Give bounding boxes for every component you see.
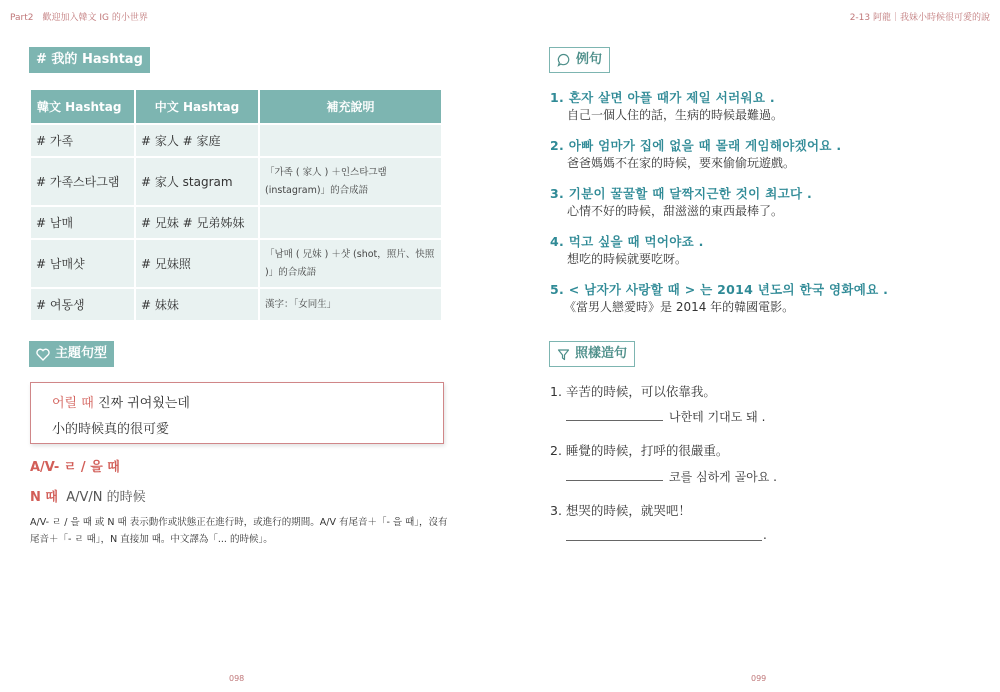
- theme-kr-rest: 진짜 귀여웠는데: [97, 396, 190, 411]
- answer-blank[interactable]: [566, 420, 663, 421]
- example-zh: 心情不好的時候，甜滋滋的東西最棒了。: [567, 204, 784, 218]
- hashtag-title: [29, 47, 150, 73]
- heart-icon: [36, 348, 50, 361]
- cell-kr: # 남매: [31, 207, 134, 238]
- example-kr: 2. 아빠 엄마가 집에 없을 때 몰래 게임해야겠어요 .: [550, 138, 842, 153]
- cell-kr: # 남매샷: [31, 240, 134, 287]
- examples-title-text: 例句: [576, 52, 603, 67]
- cell-kr: # 가족스타그램: [31, 158, 134, 205]
- table-row: [31, 240, 441, 287]
- example-zh: 想吃的時候就要吃呀。: [567, 252, 688, 266]
- theme-sentence-box: [30, 382, 444, 444]
- header-left: Part2 歡迎加入韓文 IG 的小世界: [10, 13, 148, 23]
- theme-title: [29, 341, 114, 367]
- practice-title: [549, 341, 635, 367]
- col-header-kr: 韓文 Hashtag: [31, 90, 134, 123]
- table-row: [31, 207, 441, 238]
- practice-question: 3. 想哭的時候，就哭吧！: [550, 503, 691, 518]
- practice-tail: .: [763, 528, 767, 542]
- page-number-right: 099: [751, 674, 767, 683]
- table-row: [31, 125, 441, 156]
- grammar-pattern-2: [30, 486, 146, 505]
- grammar-pattern-2-zh: A/V/N 的時候: [66, 490, 146, 505]
- header-right: 2-13 阿龍｜我妹小時候很可愛的說: [849, 13, 990, 23]
- col-header-zh: 中文 Hashtag: [136, 90, 258, 123]
- example-kr: 5. < 남자가 사랑할 때 > 는 2014 년도의 한국 영화예요 .: [550, 282, 889, 297]
- answer-blank[interactable]: [566, 540, 762, 541]
- practice-tail: 코를 심하게 골아요 .: [669, 470, 777, 484]
- practice-tail: 나한테 기대도 돼 .: [669, 410, 766, 424]
- theme-sentence-zh: 小的時候真的很可愛: [52, 422, 170, 437]
- cell-note: [260, 207, 441, 238]
- col-header-note: 補充說明: [260, 90, 441, 123]
- table-row: [31, 289, 441, 320]
- cell-zh: # 妹妹: [136, 289, 258, 320]
- practice-title-text: 照樣造句: [575, 346, 628, 361]
- example-kr: 4. 먹고 싶을 때 먹어야죠 .: [550, 234, 704, 249]
- speech-bubble-icon: [557, 53, 571, 67]
- pencil-icon: [557, 348, 570, 361]
- cell-kr: # 여동생: [31, 289, 134, 320]
- example-zh: 爸爸媽媽不在家的時候，要來偷偷玩遊戲。: [567, 156, 796, 170]
- example-kr: 1. 혼자 살면 아플 때가 제일 서러워요 .: [550, 90, 775, 105]
- example-zh: 自己一個人住的話，生病的時候最難過。: [567, 108, 784, 122]
- cell-note: 漢字：「女同生」: [260, 289, 441, 320]
- example-zh: 《當男人戀愛時》是 2014 年的韓國電影。: [564, 300, 795, 314]
- example-kr: 3. 기분이 꿀꿀할 때 달짝지근한 것이 최고다 .: [550, 186, 813, 201]
- cell-note: [260, 125, 441, 156]
- theme-sentence-kr: [52, 392, 190, 411]
- cell-zh: # 兄妹 # 兄弟姊妹: [136, 207, 258, 238]
- practice-question: 2. 睡覺的時候，打呼的很嚴重。: [550, 443, 729, 458]
- theme-title-text: 主題句型: [55, 346, 108, 361]
- grammar-explanation: A/V- ㄹ / 을 때 或 N 때 表示動作或狀態正在進行時，或進行的期間。A/V 有尾音＋「- 을 때」，沒有尾音＋「- ㄹ 때」，N 直接加 때。中文譯為「... 的時候」。: [30, 517, 448, 545]
- examples-title: [549, 47, 610, 73]
- table-header-row: [31, 90, 441, 123]
- table-row: [31, 158, 441, 205]
- hashtag-title-text: # 我的 Hashtag: [36, 52, 143, 67]
- cell-zh: # 家人 # 家庭: [136, 125, 258, 156]
- hashtag-table: [29, 88, 443, 322]
- practice-question: 1. 辛苦的時候，可以依靠我。: [550, 384, 716, 399]
- cell-zh: # 家人 stagram: [136, 158, 258, 205]
- page-number-left: 098: [229, 674, 245, 683]
- cell-kr: # 가족: [31, 125, 134, 156]
- cell-zh: # 兄妹照: [136, 240, 258, 287]
- answer-blank[interactable]: [566, 480, 663, 481]
- cell-note: 「남매 ( 兄妹 ) ＋샷 (shot，照片、快照 )」的合成語: [260, 240, 441, 287]
- grammar-pattern-1: A/V- ㄹ / 을 때: [30, 460, 120, 475]
- grammar-pattern-2-kr: N 때: [30, 490, 58, 505]
- theme-kr-highlight: 어릴 때: [52, 396, 98, 411]
- cell-note: 「가족 ( 家人 ) ＋인스타그램 (instagram)」的合成語: [260, 158, 441, 205]
